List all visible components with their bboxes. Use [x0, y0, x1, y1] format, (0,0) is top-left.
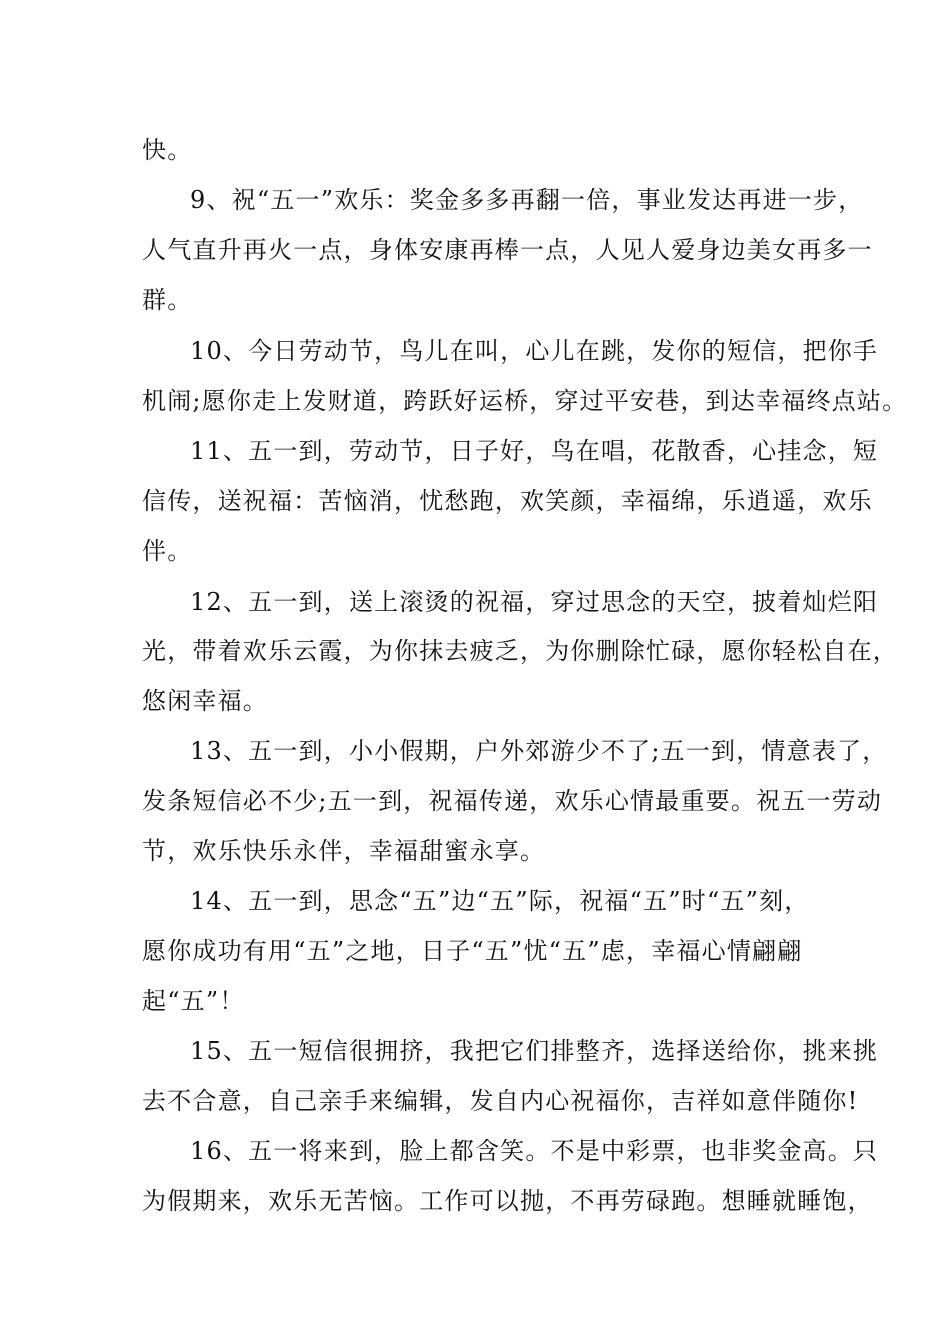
- text-line: 起“五”！: [142, 987, 245, 1015]
- text-line: 为假期来，欢乐无苦恼。工作可以抛，不再劳碌跑。想睡就睡饱，: [142, 1187, 873, 1215]
- text-line: 悠闲幸福。: [142, 687, 268, 715]
- text-line: 信传，送祝福：苦恼消，忧愁跑，欢笑颜，幸福绵，乐逍遥，欢乐: [142, 487, 873, 515]
- text-line: 发条短信必不少;五一到，祝福传递，欢乐心情最重要。祝五一劳动: [142, 787, 883, 815]
- text-line: 节，欢乐快乐永伴，幸福甜蜜永享。: [142, 837, 546, 865]
- paragraph-start-12: 12、五一到，送上滚烫的祝福，穿过思念的天空，披着灿烂阳: [190, 588, 879, 616]
- paragraph-start-15: 15、五一短信很拥挤，我把它们排整齐，选择送给你，挑来挑: [190, 1037, 879, 1065]
- paragraph-start-14: 14、五一到，思念“五”边“五”际，祝福“五”时“五”刻，: [190, 887, 810, 915]
- paragraph-start-10: 10、今日劳动节，鸟儿在叫，心儿在跳，发你的短信，把你手: [190, 337, 879, 365]
- text-line: 机闹;愿你走上发财道，跨跃好运桥，穿过平安巷，到达幸福终点站。: [142, 387, 908, 415]
- text-line: 光，带着欢乐云霞，为你抹去疲乏，为你删除忙碌，愿你轻松自在，: [142, 637, 898, 665]
- paragraph-start-16: 16、五一将来到，脸上都含笑。不是中彩票，也非奖金高。只: [190, 1137, 879, 1165]
- paragraph-start-9: 9、祝“五一”欢乐：奖金多多再翻一倍，事业发达再进一步，: [190, 186, 864, 214]
- text-line: 伴。: [142, 537, 193, 565]
- paragraph-start-13: 13、五一到，小小假期，户外郊游少不了;五一到，情意表了，: [190, 737, 888, 765]
- text-line: 人气直升再火一点，身体安康再棒一点，人见人爱身边美女再多一: [142, 236, 873, 264]
- text-line: 愿你成功有用“五”之地，日子“五”忧“五”虑，幸福心情翩翩: [142, 937, 803, 965]
- paragraph-start-11: 11、五一到，劳动节，日子好，鸟在唱，花散香，心挂念，短: [190, 437, 879, 465]
- text-line: 快。: [142, 136, 193, 164]
- text-line: 群。: [142, 286, 193, 314]
- text-line: 去不合意，自己亲手来编辑，发自内心祝福你，吉祥如意伴随你!: [142, 1087, 859, 1115]
